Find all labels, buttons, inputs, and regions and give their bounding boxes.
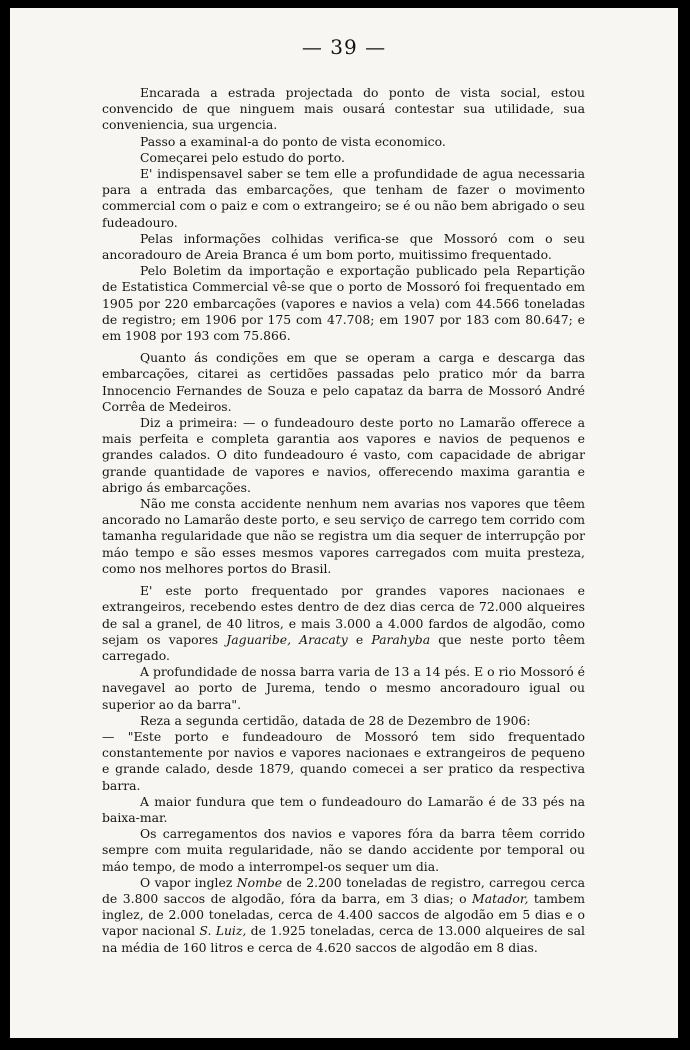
steamers-text-b: e xyxy=(347,631,372,647)
ship-name-nombe: Nombe xyxy=(236,874,283,890)
english-steamers-text-d: de 1.925 toneladas, cerca de 13.000 alqueires de sal na média de 160 litros e cerca de 4.620 saccos de algodão em 8 dias. xyxy=(102,923,585,955)
paragraph-max-depth: A maior fundura que tem o fundeadouro do Lamarão é de 33 pés na baixa-mar. xyxy=(102,793,585,825)
ship-names-1: Jaguaribe, Aracaty xyxy=(226,631,348,647)
body-text xyxy=(102,85,585,956)
paragraph-bar-depth: A profundidade de nossa barra varia de 13 a 14 pés. E o rio Mossoró é navegavel ao porto de Jurema, tendo o mesmo ancoradouro igual ou superior ao da barra". xyxy=(102,664,585,712)
paragraph-water-depth: E' indispensavel saber se tem elle a profundidade de agua necessaria para a entrada das embarcações, que tenham de fazer o movimento commercial com o paiz e com o extrangeiro; se é ou não bem abrigado o seu fudeadouro. xyxy=(102,166,585,230)
paragraph-loading: Os carregamentos dos navios e vapores fóra da barra têem corrido sempre com muita regularidade, não se dando accidente por temporal ou máo tempo, de modo a interrompel-os sequer um dia. xyxy=(102,826,585,874)
document-page xyxy=(10,8,678,1038)
english-steamers-text-c: tambem inglez, de 2.000 toneladas, cerca de 4.400 saccos de algodão em 5 dias e o vapor nacional xyxy=(102,890,585,939)
paragraph-economic-view: Passo a examinal-a do ponto de vista economico. xyxy=(140,133,446,149)
paragraph-steamers xyxy=(102,583,585,664)
ship-name-parahyba: Parahyba xyxy=(371,631,431,647)
paragraph-second-certificate: Reza a segunda certidão, datada de 28 de Dezembro de 1906: xyxy=(140,712,531,728)
paragraph-first-certificate: Diz a primeira: — o fundeadouro deste porto no Lamarão offerece a mais perfeita e completa garantia aos vapores e navios de pequenos e grandes calados. O dito fundeadouro é vasto, com capacidade de abrigar grande quantidade de vapores e navios, offerecendo maxima garantia e abrigo ás embarcações. xyxy=(102,415,585,495)
paragraph-certificates: Quanto ás condições em que se operam a carga e descarga das embarcações, citarei as certidões passadas pelo pratico mór da barra Innocencio Fernandes de Souza e pelo capataz da barra de Mossoró André Corrêa de Medeiros. xyxy=(102,350,585,414)
paragraph-quote-start: — "Este porto e fundeadouro de Mossoró tem sido frequentado constantemente por navios e vapores nacionaes e extrangeiros de pequeno e grande calado, desde 1879, quando comecei a ser pratico da respectiva barra. xyxy=(102,728,585,793)
paragraph-english-steamers xyxy=(102,875,585,956)
steamers-text-c: que neste porto têem carregado. xyxy=(102,631,585,663)
page-number: — 39 — xyxy=(301,35,387,59)
paragraph-port-study: Comeςarei pelo estudo do porto. xyxy=(140,149,345,165)
english-steamers-text-b: de 2.200 toneladas de registro, carregou cerca de 3.800 saccos de algodão, fóra da barra, em 3 dias; o xyxy=(102,874,585,906)
paragraph-social-view: Encarada a estrada projectada do ponto de vista social, estou convencido de que ninguem mais ousará contestar sua utilidade, sua conveniencia, sua urgencia. xyxy=(102,85,585,133)
steamers-text-a: E' este porto frequentado por grandes vapores nacionaes e extrangeiros, recebendo estes dentro de dez dias cerca de 72.000 alqueires de sal a granel, de 40 litros, e mais 3.000 a 4.000 fardos de algodão, como sejam os vapores xyxy=(102,583,585,647)
ship-name-matador: Matador, xyxy=(472,890,529,906)
paragraph-statistics: Pelo Boletim da importação e exportação publicado pela Repartição de Estatistica Commercial vê-se que o porto de Mossoró foi frequentado em 1905 por 220 embarcações (vapores e navios a vela) com 44.566 toneladas de registro; em 1906 por 175 com 47.708; em 1907 por 183 com 80.647; e em 1908 por 193 com 75.866. xyxy=(102,263,585,344)
english-steamers-text-a: O vapor inglez xyxy=(140,874,237,890)
paragraph-no-accidents: Não me consta accidente nenhum nem avarias nos vapores que têem ancorado no Lamarão deste porto, e seu serviço de carrego tem corrido com tamanha regularidade que não se registra um dia sequer de interrupção por máo tempo e são esses mesmos vapores carregados com muita presteza, como nos melhores portos do Brasil. xyxy=(102,496,585,576)
ship-name-s-luiz: S. Luiz, xyxy=(199,923,247,939)
paragraph-areia-branca: Pelas informações colhidas verifica-se que Mossoró com o seu ancoradouro de Areia Branca é um bom porto, muitissimo frequentado. xyxy=(102,230,585,263)
